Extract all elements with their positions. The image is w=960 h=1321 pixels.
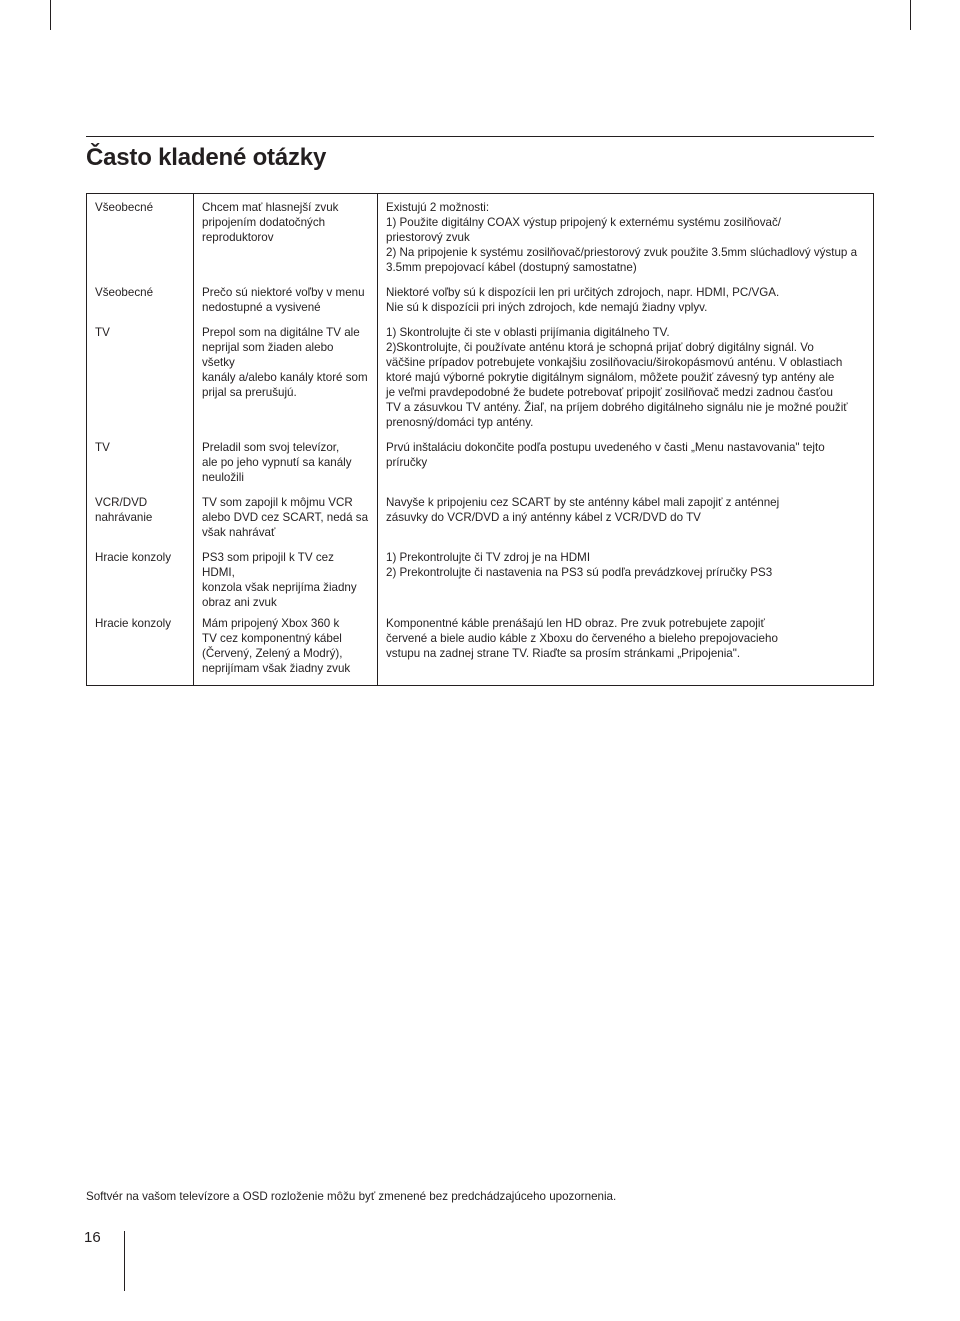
faq-question: Prepol som na digitálne TV ale neprijal som žiaden alebo všetky kanály a/alebo kanály ktoré som prijal sa prerušujú. bbox=[194, 319, 378, 434]
page-title: Často kladené otázky bbox=[86, 144, 327, 171]
faq-category: TV bbox=[87, 319, 194, 434]
table-row bbox=[87, 194, 874, 279]
table-row bbox=[87, 489, 874, 544]
table-row bbox=[87, 434, 874, 489]
crop-mark-top-left bbox=[50, 0, 51, 30]
faq-answer: 1) Skontrolujte či ste v oblasti prijímania digitálneho TV. 2)Skontrolujte, či používate anténu ktorá je schopná prijať dobrý digitálny signál. Vo väčšine prípadov potrebujete vonkajšiu zosilňovaciu/širokopásmovú anténu. V oblastiach ktoré majú výborné pokrytie digitálnym signálom, môžete použiť závesný typ antény ale je veľmi pravdepodobné že budete potrebovať pripojiť zosilňovač medzi zadnou časťou TV a zásuvkou TV antény. Žiaľ, na príjem dobrého digitálneho signálu nie je možné použiť prenosný/domáci typ antény. bbox=[378, 319, 874, 434]
faq-category: Všeobecné bbox=[87, 279, 194, 319]
footnote: Softvér na vašom televízore a OSD rozloženie môžu byť zmenené bez predchádzajúceho upozornenia. bbox=[86, 1190, 617, 1203]
page-number: 16 bbox=[84, 1229, 101, 1246]
faq-category: TV bbox=[87, 434, 194, 489]
header-rule bbox=[86, 136, 874, 137]
crop-mark-bottom-left bbox=[124, 1231, 125, 1291]
faq-question: PS3 som pripojil k TV cez HDMI, konzola však neprijíma žiadny obraz ani zvuk bbox=[194, 544, 378, 610]
faq-answer: Prvú inštaláciu dokončite podľa postupu uvedeného v časti „Menu nastavovania" tejto príručky bbox=[378, 434, 874, 489]
faq-question: Preladil som svoj televízor, ale po jeho vypnutí sa kanály neuložili bbox=[194, 434, 378, 489]
faq-answer: Komponentné káble prenášajú len HD obraz. Pre zvuk potrebujete zapojiť červené a biele audio káble z Xboxu do červeného a bieleho prepojovacieho vstupu na zadnej strane TV. Riaďte sa prosím stránkami „Pripojenia". bbox=[378, 610, 874, 686]
faq-question: TV som zapojil k môjmu VCR alebo DVD cez SCART, nedá sa však nahrávať bbox=[194, 489, 378, 544]
faq-answer: 1) Prekontrolujte či TV zdroj je na HDMI 2) Prekontrolujte či nastavenia na PS3 sú podľa prevádzkovej príručky PS3 bbox=[378, 544, 874, 610]
faq-table bbox=[86, 193, 874, 686]
crop-mark-top-right bbox=[910, 0, 911, 30]
faq-question: Chcem mať hlasnejší zvuk pripojením dodatočných reproduktorov bbox=[194, 194, 378, 279]
faq-category: VCR/DVD nahrávanie bbox=[87, 489, 194, 544]
faq-answer: Navyše k pripojeniu cez SCART by ste anténny kábel mali zapojiť z anténnej zásuvky do VCR/DVD a iný anténny kábel z VCR/DVD do TV bbox=[378, 489, 874, 544]
faq-category: Hracie konzoly bbox=[87, 544, 194, 610]
faq-question: Prečo sú niektoré voľby v menu nedostupné a vysivené bbox=[194, 279, 378, 319]
faq-answer: Niektoré voľby sú k dispozícii len pri určitých zdrojoch, napr. HDMI, PC/VGA. Nie sú k dispozícii pri iných zdrojoch, kde nemajú žiadny vplyv. bbox=[378, 279, 874, 319]
table-row bbox=[87, 319, 874, 434]
faq-question: Mám pripojený Xbox 360 k TV cez komponentný kábel (Červený, Zelený a Modrý), neprijímam však žiadny zvuk bbox=[194, 610, 378, 686]
faq-category: Všeobecné bbox=[87, 194, 194, 279]
table-row bbox=[87, 279, 874, 319]
faq-answer: Existujú 2 možnosti: 1) Použite digitálny COAX výstup pripojený k externému systému zosilňovač/ priestorový zvuk 2) Na pripojenie k systému zosilňovač/priestorový zvuk použite 3.5mm slúchadlový výstup a 3.5mm prepojovací kábel (dostupný samostatne) bbox=[378, 194, 874, 279]
faq-category: Hracie konzoly bbox=[87, 610, 194, 686]
table-row bbox=[87, 610, 874, 686]
table-row bbox=[87, 544, 874, 610]
